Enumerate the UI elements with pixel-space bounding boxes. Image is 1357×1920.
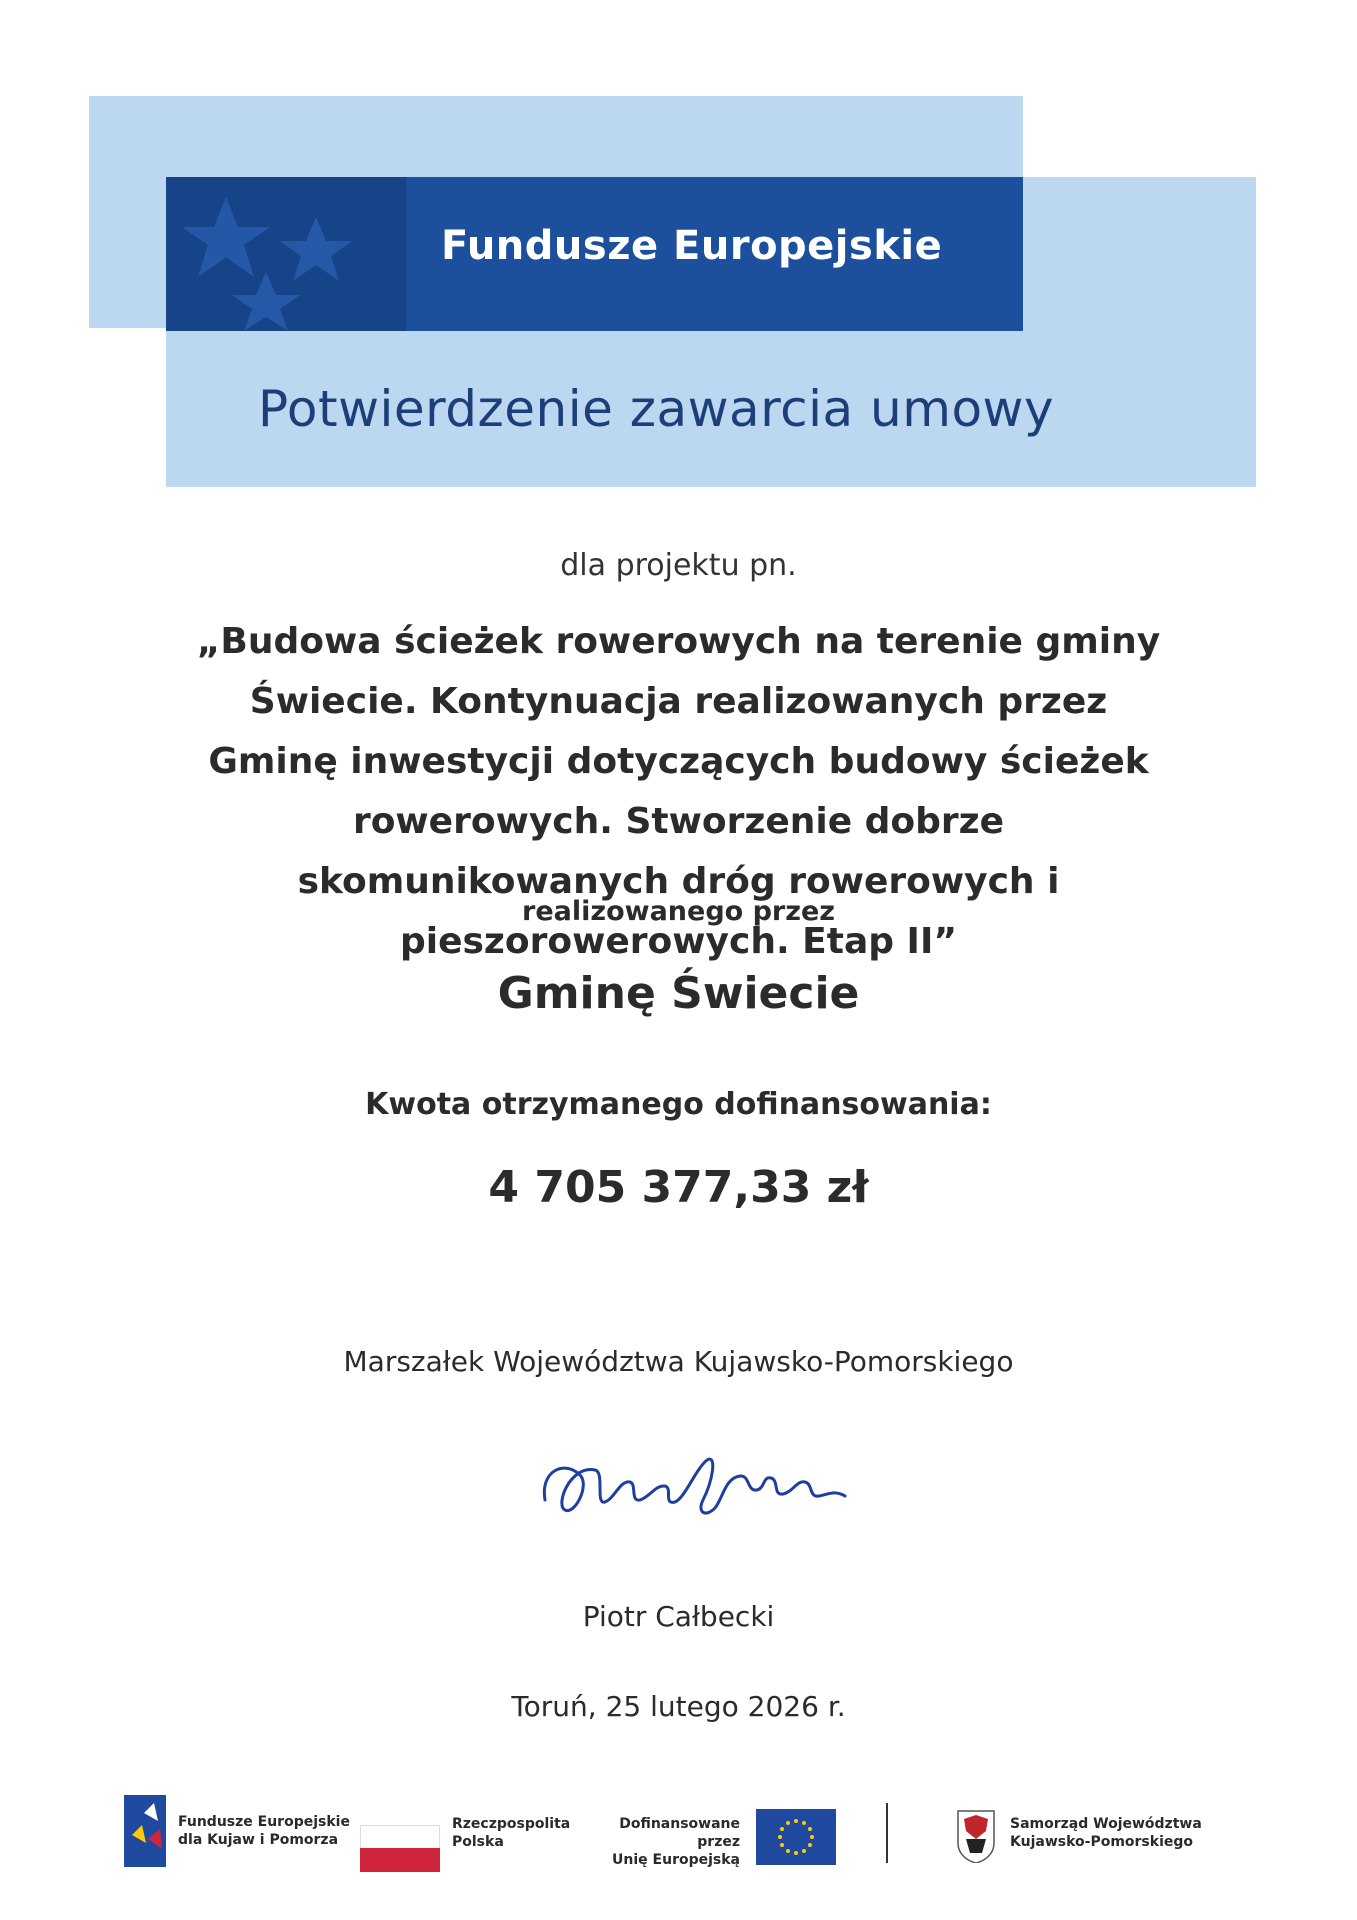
funding-amount: 4 705 377,33 zł [488,1162,869,1213]
place-date: Toruń, 25 lutego 2026 r. [511,1690,846,1723]
header-brand-bar [166,177,1023,331]
fundusze-europejskie-logo-icon [124,1795,166,1867]
rp-logo-line-1: Rzeczpospolita [452,1816,571,1832]
handwritten-signature [535,1440,895,1540]
polish-flag-icon [360,1825,440,1871]
rp-logo-line-2: Polska [452,1834,504,1850]
project-name: „Budowa ścieżek rowerowych na terenie gminy Świecie. Kontynuacja realizowanych przez Gminę inwestycji dotyczących budowy ścieżek rowerowych. Stworzenie dobrze skomunikowanych dróg rowerowych i pieszorowerowych. Etap II” [196,621,1161,962]
fe-logo-line-2: dla Kujaw i Pomorza [178,1832,339,1848]
signer-name: Piotr Całbecki [582,1600,775,1633]
samorzad-logo-label [1010,1815,1202,1851]
intro-text: dla projektu pn. [560,548,797,583]
footer-divider [886,1803,888,1863]
stars-icon [166,177,406,331]
footer-logos [0,1795,1357,1875]
beneficiary-name: Gminę Świecie [497,968,860,1019]
brand-title: Fundusze Europejskie [441,223,943,269]
samorzad-logo-line-1: Samorząd Województwa [1010,1816,1202,1832]
realized-by-label: realizowanego przez [522,896,835,927]
rp-logo-label [452,1815,570,1851]
eu-logo-label [590,1815,740,1869]
regional-crest-icon [956,1809,996,1863]
fe-logo-label [178,1813,350,1849]
signer-title: Marszałek Województwa Kujawsko-Pomorskiego [343,1345,1014,1378]
eu-logo-line-2: Unię Europejską [612,1852,740,1868]
eu-flag-icon [756,1809,836,1865]
document-title: Potwierdzenie zawarcia umowy [258,380,1055,438]
samorzad-logo-line-2: Kujawsko-Pomorskiego [1010,1834,1194,1850]
amount-label: Kwota otrzymanego dofinansowania: [365,1087,992,1122]
eu-logo-line-1: Dofinansowane przez [619,1816,740,1850]
fe-logo-line-1: Fundusze Europejskie [178,1814,350,1830]
